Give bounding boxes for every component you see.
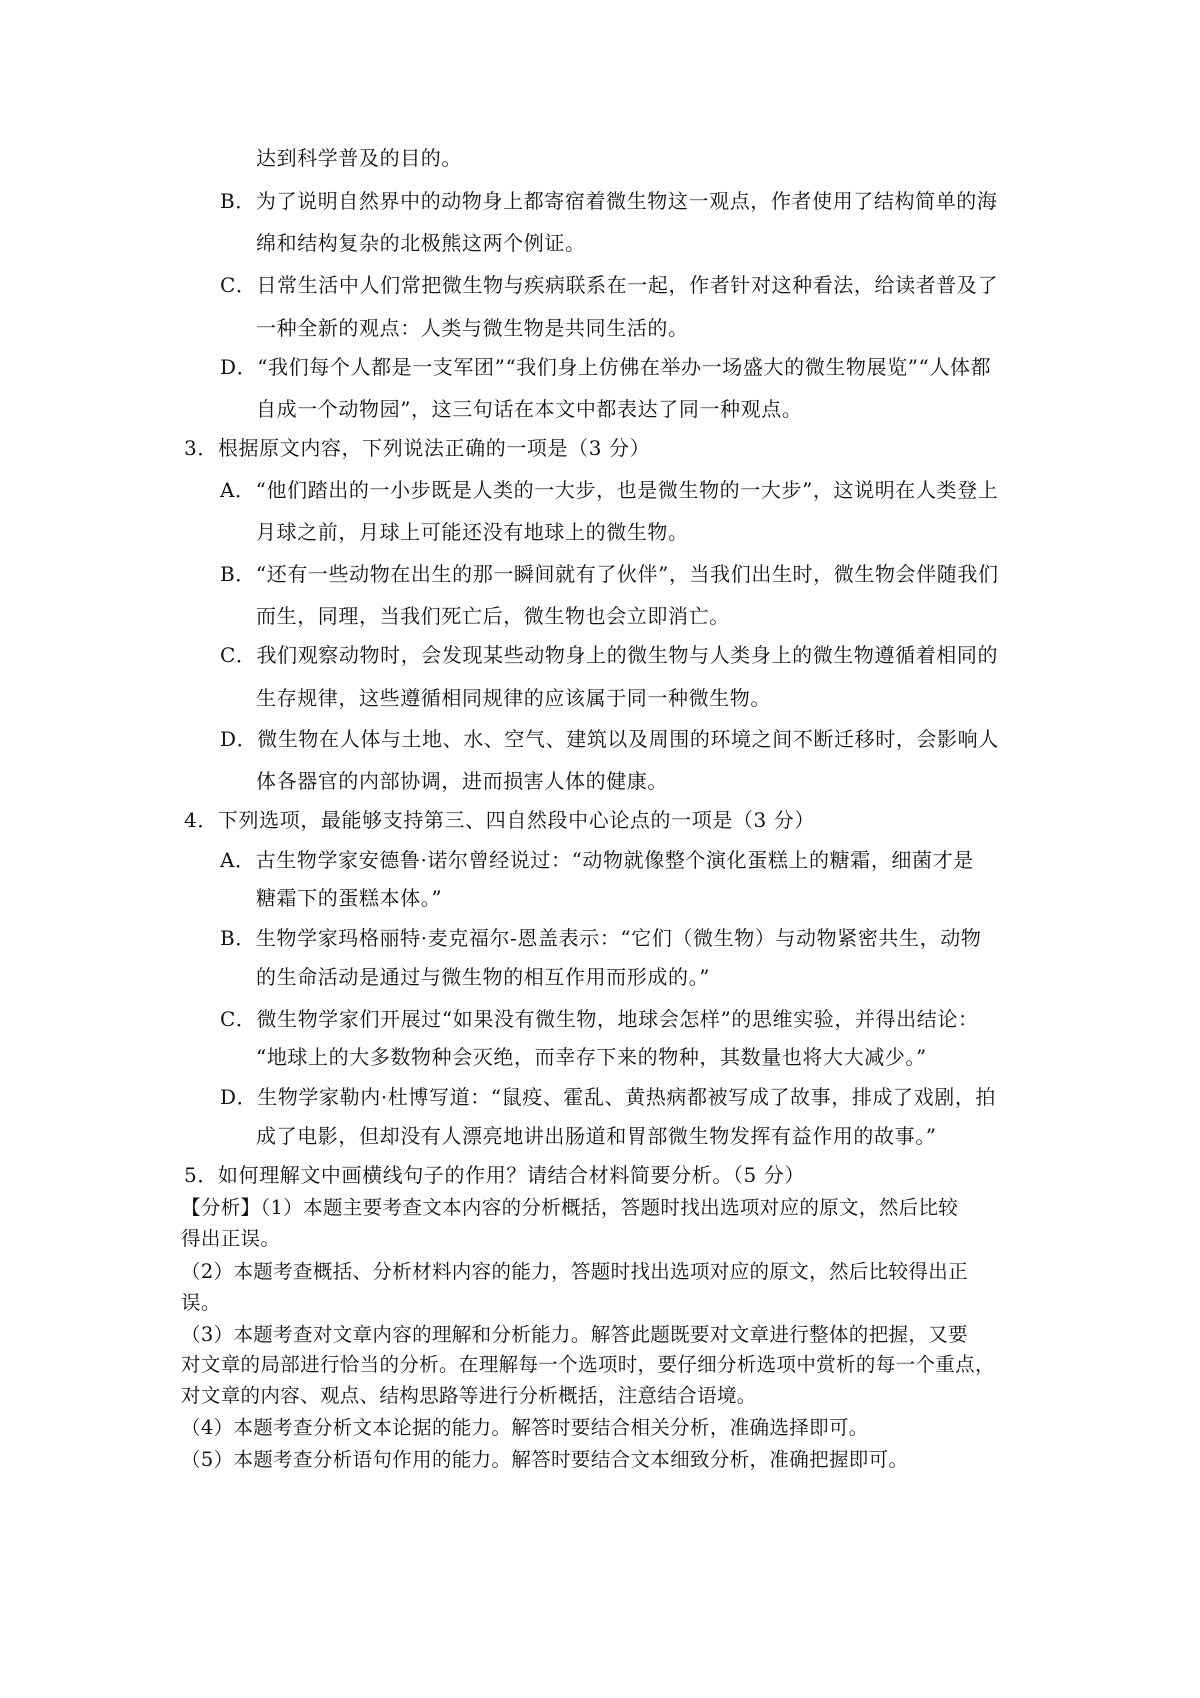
q2-option-c-line1: C．日常生活中人们常把微生物与疾病联系在一起，作者针对这种看法，给读者普及了 [220,273,999,297]
question-3-stem: 3．根据原文内容，下列说法正确的一项是（3 分） [184,436,651,460]
q4-option-b-line2: 的生命活动是通过与微生物的相互作用而形成的。” [256,965,711,989]
analysis-p3-line1: （3）本题考查对文章内容的理解和分析能力。解答此题既要对文章进行整体的把握，又要 [181,1323,968,1346]
q4-option-c-line1: C．微生物学家们开展过“如果没有微生物，地球会怎样”的思维实验，并得出结论： [220,1007,979,1031]
q3-option-b-line2: 而生，同理，当我们死亡后，微生物也会立即消亡。 [256,604,730,628]
q2-option-c-line2: 一种全新的观点：人类与微生物是共同生活的。 [256,316,689,340]
q4-option-a-line2: 糖霜下的蛋糕本体。” [256,886,443,910]
analysis-p4: （4）本题考查分析文本论据的能力。解答时要结合相关分析，准确选择即可。 [181,1416,869,1439]
q2-option-d-line1: D．“我们每个人都是一支军团”“我们身上仿佛在举办一场盛大的微生物展览”“人体都 [220,355,992,379]
q3-option-b-line1: B．“还有一些动物在出生的那一瞬间就有了伙伴”，当我们出生时，微生物会伴随我们 [220,562,999,586]
q2-option-b-line2: 绵和结构复杂的北极熊这两个例证。 [256,231,586,255]
q4-option-a-line1: A．古生物学家安德鲁·诺尔曾经说过：“动物就像整个演化蛋糕上的糖霜，细菌才是 [220,848,974,872]
q2-option-d-line2: 自成一个动物园”，这三句话在本文中都表达了同一种观点。 [256,397,803,421]
q4-option-c-line2: “地球上的大多数物种会灭绝，而幸存下来的物种，其数量也将大大减少。” [256,1045,927,1069]
q3-option-a-line2: 月球之前，月球上可能还没有地球上的微生物。 [256,520,689,544]
q3-option-c-line2: 生存规律，这些遵循相同规律的应该属于同一种微生物。 [256,686,771,710]
previous-option-continuation: 达到科学普及的目的。 [256,146,462,170]
analysis-p3-line2: 对文章的局部进行恰当的分析。在理解每一个选项时，要仔细分析选项中赏析的每一个重点， [181,1353,995,1376]
analysis-p1-line2: 得出正误。 [181,1227,281,1250]
analysis-p2-line2: 误。 [181,1291,221,1314]
q3-option-d-line1: D．微生物在人体与土地、水、空气、建筑以及周围的环境之间不断迁移时，会影响人 [220,727,999,751]
analysis-p5: （5）本题考查分析语句作用的能力。解答时要结合文本细致分析，准确把握即可。 [181,1448,909,1471]
question-5-stem: 5．如何理解文中画横线句子的作用？请结合材料简要分析。（5 分） [184,1163,806,1187]
q3-option-a-line1: A．“他们踏出的一小步既是人类的一大步，也是微生物的一大步”，这说明在人类登上 [220,478,999,502]
question-4-stem: 4．下列选项，最能够支持第三、四自然段中心论点的一项是（3 分） [184,808,816,832]
q4-option-d-line1: D．生物学家勒内·杜博写道：“鼠疫、霍乱、黄热病都被写成了故事，排成了戏剧，拍 [220,1085,997,1109]
q4-option-d-line2: 成了电影，但却没有人漂亮地讲出肠道和胃部微生物发挥有益作用的故事。” [256,1124,937,1148]
analysis-p3-line3: 对文章的内容、观点、结构思路等进行分析概括，注意结合语境。 [181,1384,757,1407]
analysis-p1-line1: 【分析】（1）本题主要考查文本内容的分析概括，答题时找出选项对应的原文，然后比较 [181,1196,959,1219]
q3-option-c-line1: C．我们观察动物时，会发现某些动物身上的微生物与人类身上的微生物遵循着相同的 [220,643,999,667]
q3-option-d-line2: 体各器官的内部协调，进而损害人体的健康。 [256,769,668,793]
q2-option-b-line1: B．为了说明自然界中的动物身上都寄宿着微生物这一观点，作者使用了结构简单的海 [220,189,998,213]
q4-option-b-line1: B．生物学家玛格丽特·麦克福尔-恩盖表示：“它们（微生物）与动物紧密共生，动物 [220,926,982,950]
analysis-p2-line1: （2）本题考查概括、分析材料内容的能力，答题时找出选项对应的原文，然后比较得出正 [181,1260,968,1283]
